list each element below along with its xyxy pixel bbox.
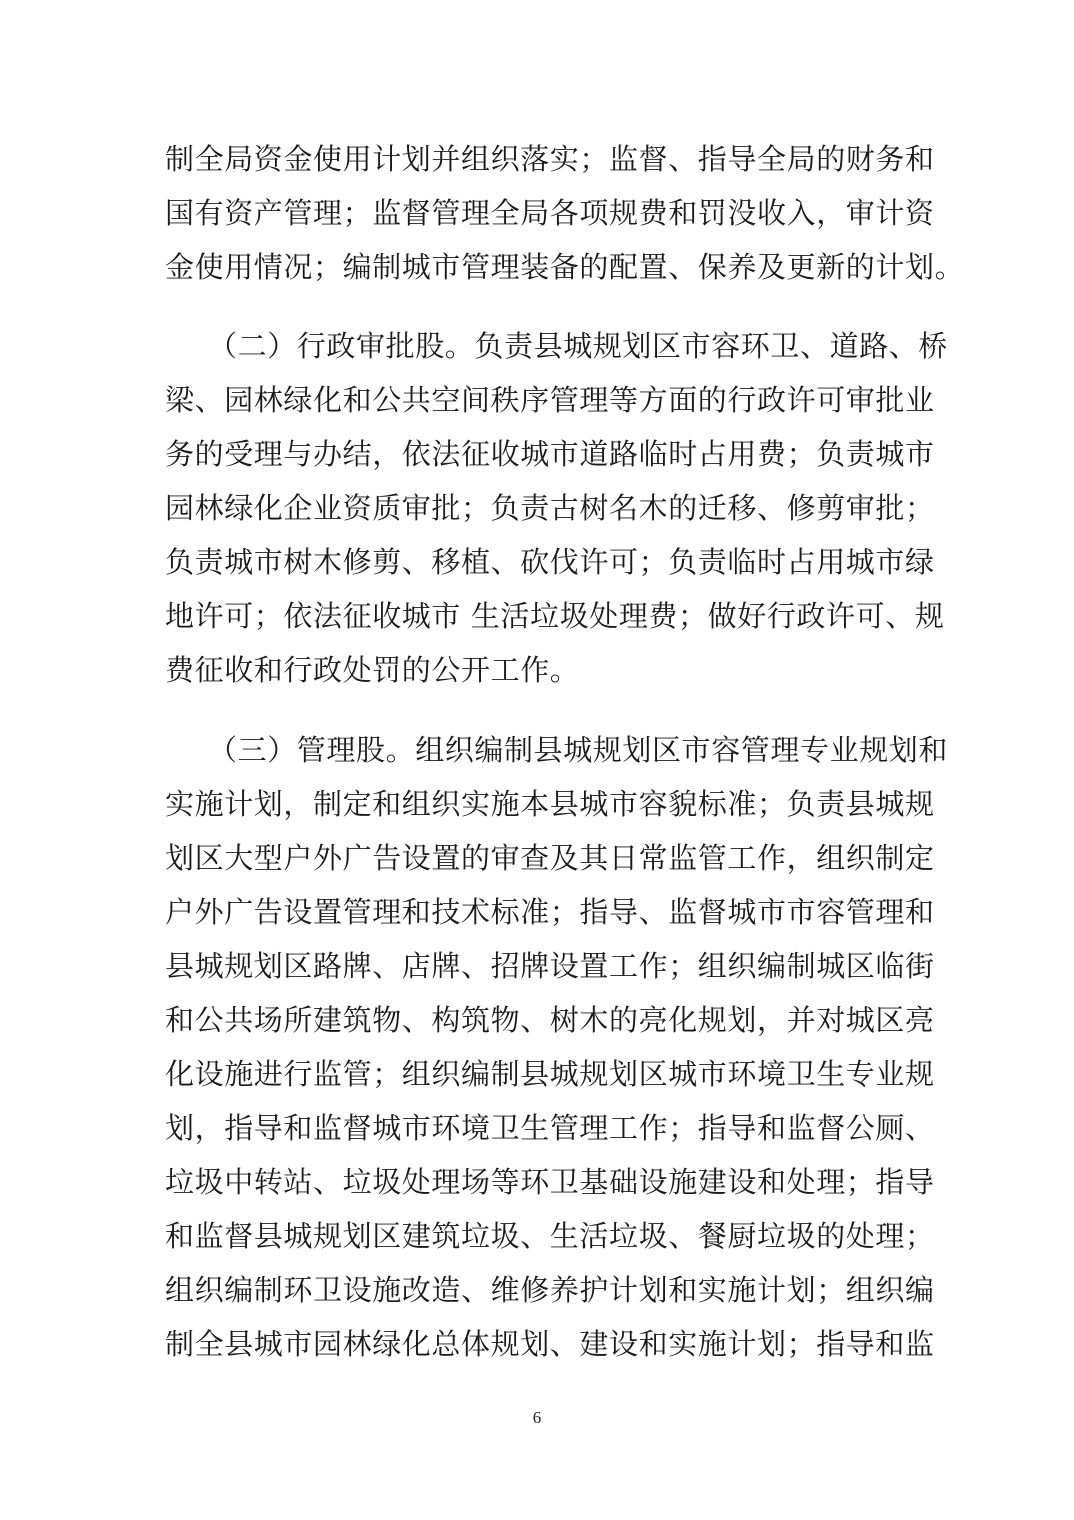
text-line: 和公共场所建筑物、构筑物、树木的亮化规划，并对城区亮 xyxy=(165,1003,935,1037)
text-line: 制全局资金使用计划并组织落实；监督、指导全局的财务和 xyxy=(165,142,935,176)
text-line: 务的受理与办结，依法征收城市道路临时占用费；负责城市 xyxy=(165,437,935,471)
text-line: 划区大型户外广告设置的审查及其日常监管工作，组织制定 xyxy=(165,841,935,875)
text-line: 梁、园林绿化和公共空间秩序管理等方面的行政许可审批业 xyxy=(165,383,935,417)
text-line: 园林绿化企业资质审批；负责古树名木的迁移、修剪审批； xyxy=(165,491,935,525)
text-line: 县城规划区路牌、店牌、招牌设置工作；组织编制城区临街 xyxy=(165,949,935,983)
text-line: 负责城市树木修剪、移植、砍伐许可；负责临时占用城市绿 xyxy=(165,545,935,579)
text-line: （三）管理股。组织编制县城规划区市容管理专业规划和 xyxy=(208,733,949,767)
text-line: 化设施进行监管；组织编制县城规划区城市环境卫生专业规 xyxy=(165,1057,935,1091)
text-line: 国有资产管理；监督管理全局各项规费和罚没收入，审计资 xyxy=(165,196,935,230)
text-line: 制全县城市园林绿化总体规划、建设和实施计划；指导和监 xyxy=(165,1327,935,1361)
text-line: 户外广告设置管理和技术标准；指导、监督城市市容管理和 xyxy=(165,895,935,929)
text-line: 地许可；依法征收城市 生活垃圾处理费；做好行政许可、规 xyxy=(165,599,945,633)
text-line: 和监督县城规划区建筑垃圾、生活垃圾、餐厨垃圾的处理； xyxy=(165,1219,935,1253)
text-line: 垃圾中转站、垃圾处理场等环卫基础设施建设和处理；指导 xyxy=(165,1165,935,1199)
text-line: 组织编制环卫设施改造、维修养护计划和实施计划；组织编 xyxy=(165,1273,935,1307)
text-line: 实施计划，制定和组织实施本县城市容貌标准；负责县城规 xyxy=(165,787,935,821)
page-number: 6 xyxy=(532,1408,542,1427)
text-line: 费征收和行政处罚的公开工作。 xyxy=(165,653,580,687)
text-line: 划，指导和监督城市环境卫生管理工作；指导和监督公厕、 xyxy=(165,1111,935,1145)
text-line: 金使用情况；编制城市管理装备的配置、保养及更新的计划。 xyxy=(165,250,965,284)
text-line: （二）行政审批股。负责县城规划区市容环卫、道路、桥 xyxy=(208,329,949,363)
